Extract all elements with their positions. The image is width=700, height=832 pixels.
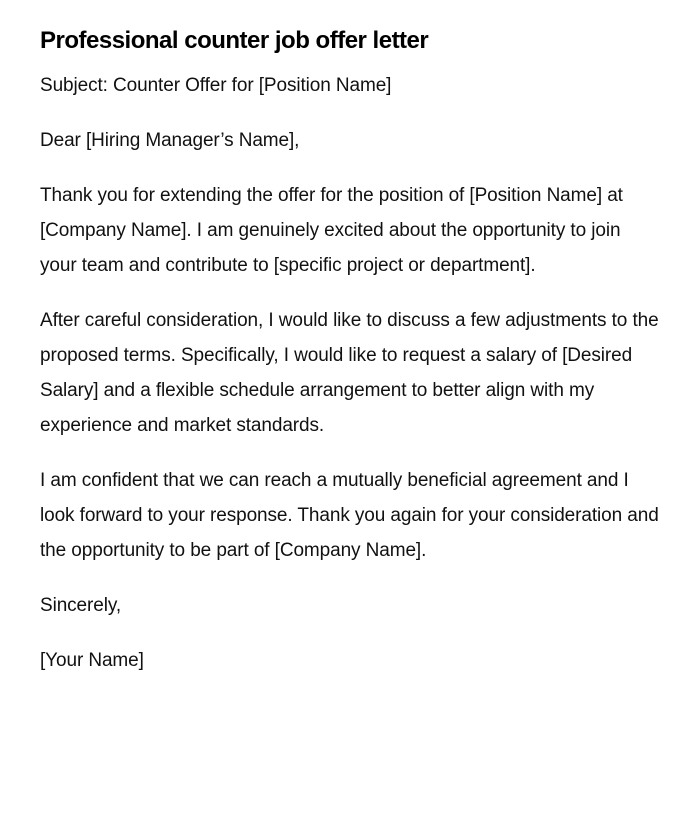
- subject-line: Subject: Counter Offer for [Position Name]: [40, 75, 392, 96]
- salutation: Dear [Hiring Manager’s Name],: [40, 130, 300, 151]
- signature: [Your Name]: [40, 650, 144, 671]
- body-paragraph-2: After careful consideration, I would like to discuss a few adjustments to the proposed terms. Specifically, I would like to request a salary of [Desired Salary] and a flexible schedule arrangement to better align with my experience and market standards.: [40, 310, 659, 436]
- closing: Sincerely,: [40, 595, 122, 616]
- body-paragraph-1: Thank you for extending the offer for the position of [Position Name] at [Company Name]. I am genuinely excited about the opportunity to join your team and contribute to [specific project or department].: [40, 185, 623, 276]
- document-title: Professional counter job offer letter: [40, 27, 429, 54]
- body-paragraph-3: I am confident that we can reach a mutually beneficial agreement and I look forward to your response. Thank you again for your consideration and the opportunity to be part of [Company Name].: [40, 470, 659, 561]
